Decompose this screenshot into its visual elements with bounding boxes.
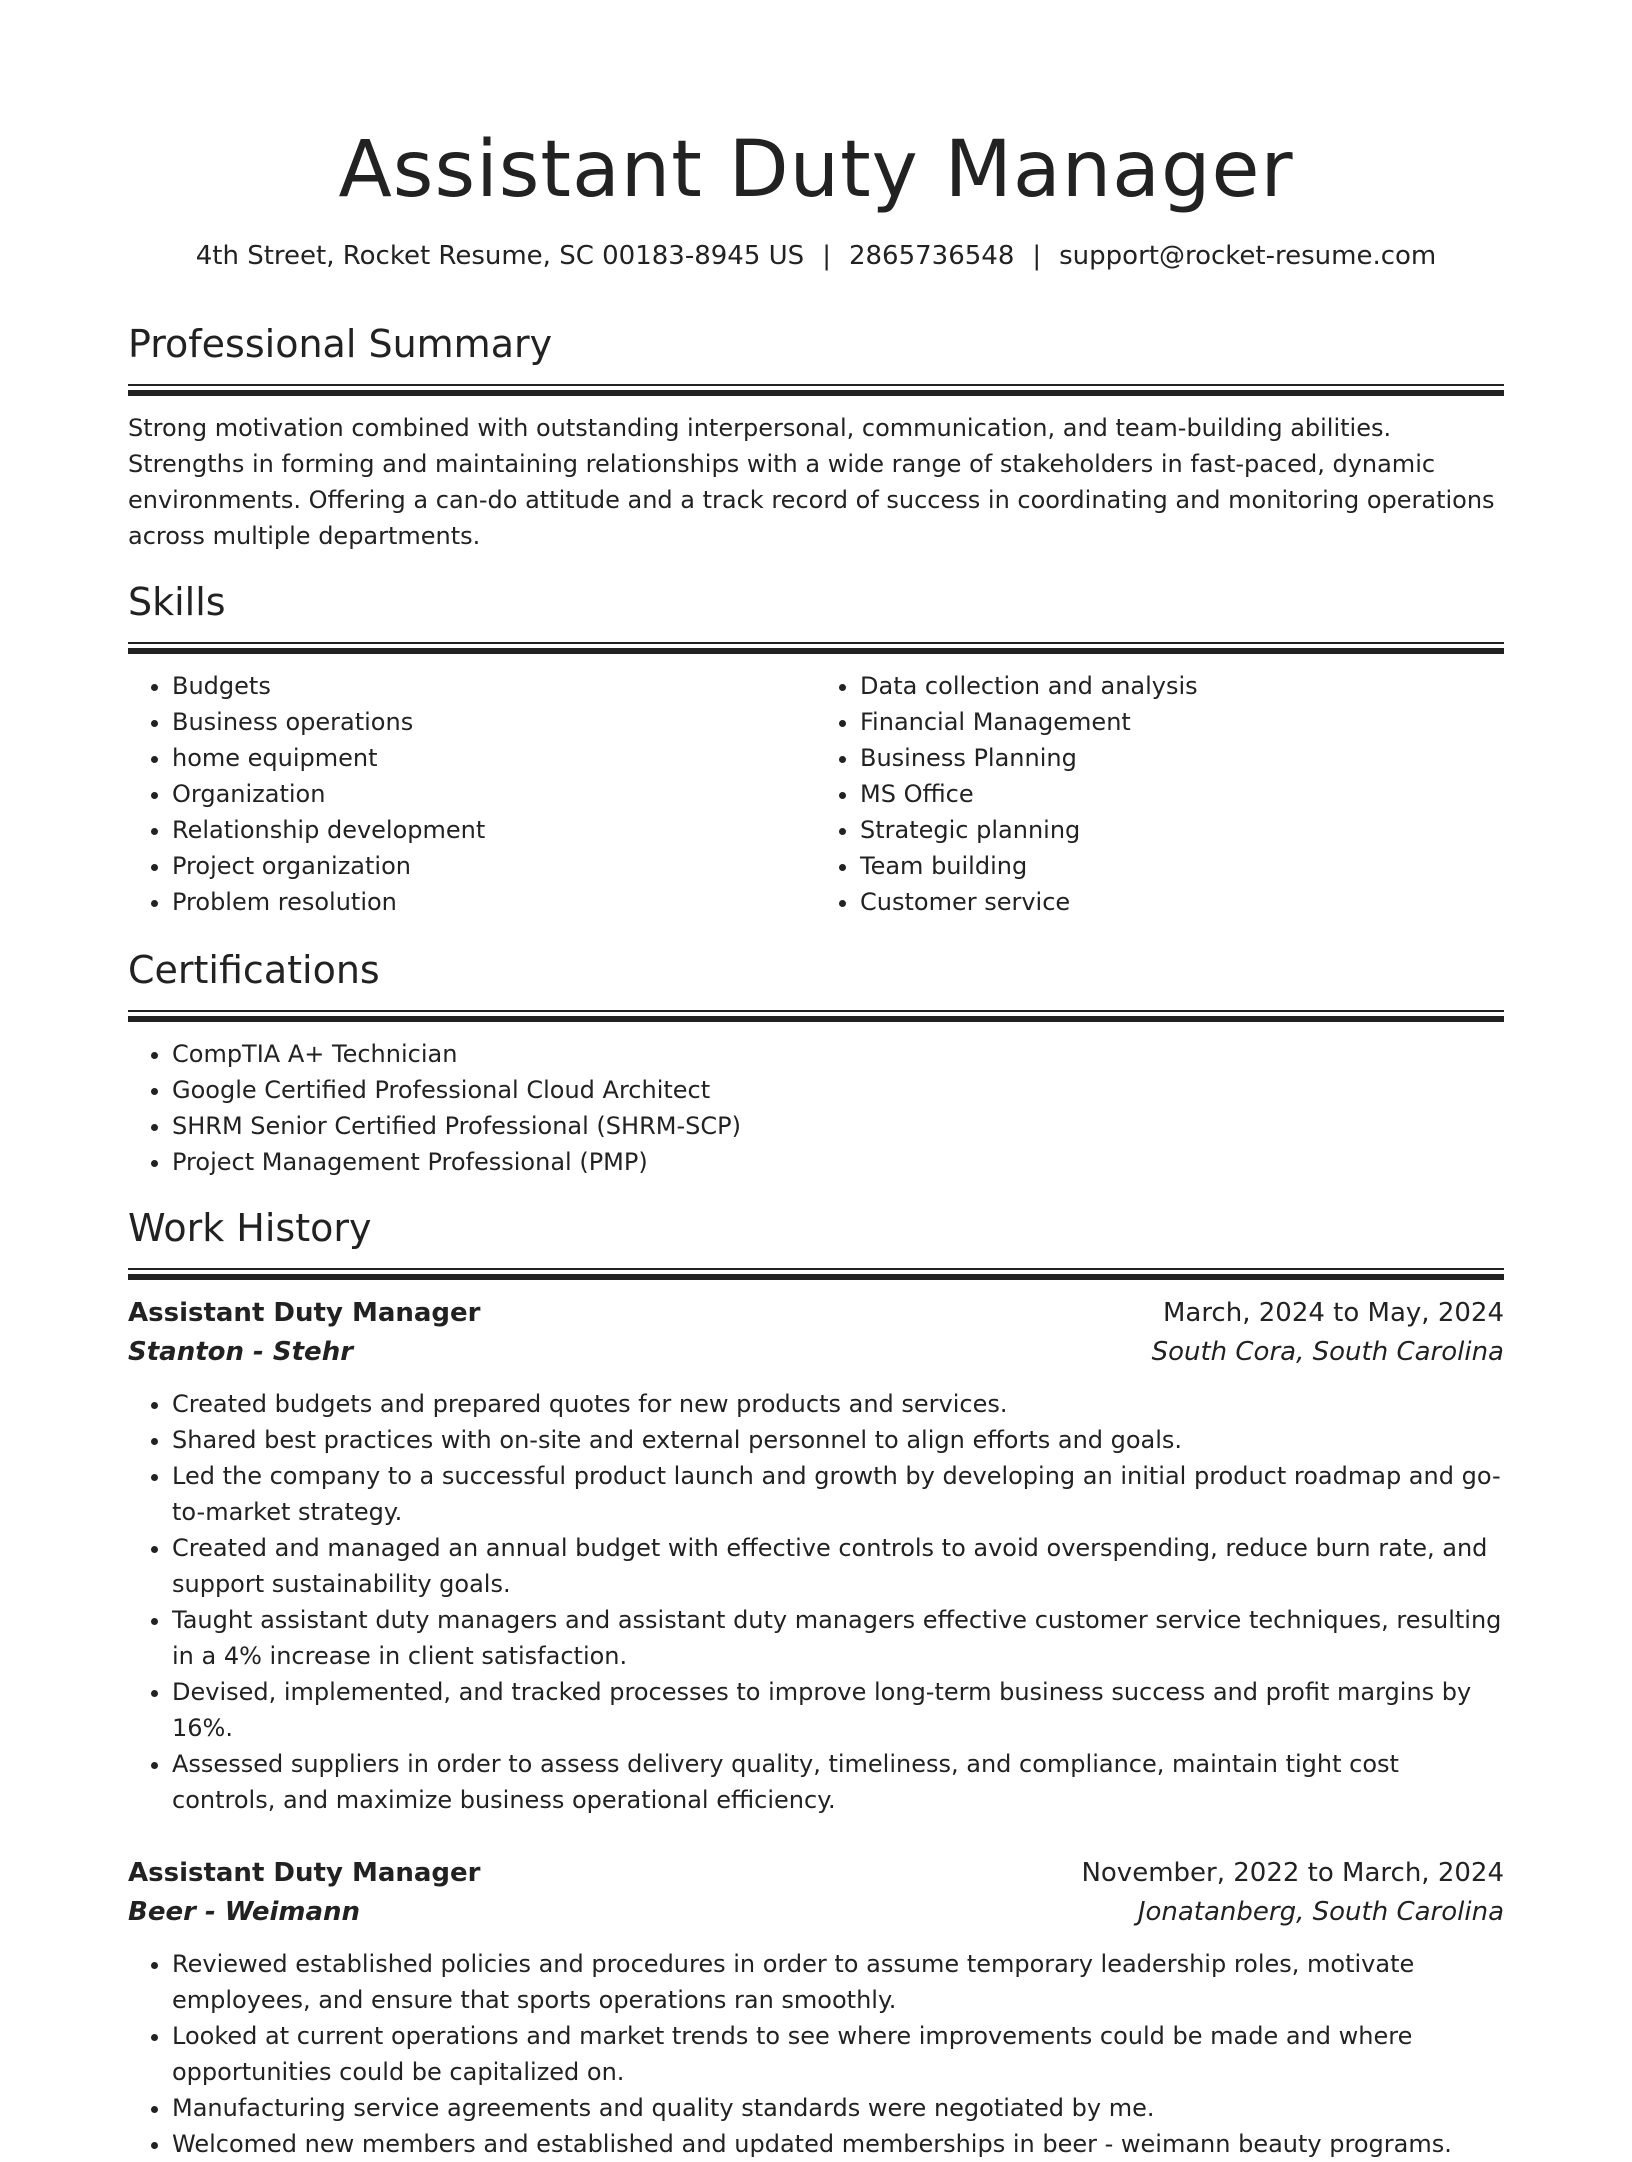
skill-item: • Financial Management <box>860 704 1504 740</box>
job-company: Beer - Weimann <box>128 1897 361 1927</box>
job-title: Assistant Duty Manager <box>128 1858 481 1888</box>
skill-item: • Team building <box>860 848 1504 884</box>
contact-address: 4th Street, Rocket Resume, SC 00183-8945 US <box>195 241 805 271</box>
work-history-section <box>128 1202 1504 2162</box>
section-divider <box>128 1010 1504 1012</box>
job-bullet: • Devised, implemented, and tracked processes to improve long-term business success and profit margins by 16%. <box>172 1674 1504 1746</box>
skills-list-right <box>816 668 1504 920</box>
certification-item: • Google Certified Professional Cloud Architect <box>172 1072 1504 1108</box>
job-bullet: • Looked at current operations and market trends to see where improvements could be made and where opportunities could be capitalized on. <box>172 2018 1504 2090</box>
certifications-list <box>128 1036 1504 1180</box>
skill-item: • Strategic planning <box>860 812 1504 848</box>
section-title-work-history: Work History <box>128 1206 372 1250</box>
summary-text: Strong motivation combined with outstanding interpersonal, communication, and team-building abilities. Strengths in forming and maintaining relationships with a wide range of stakeholders in fast-paced, dynamic environments. Offering a can-do attitude and a track record of success in coordinating and monitoring operations across multiple departments. <box>128 414 1495 550</box>
section-divider <box>128 1268 1504 1270</box>
job-bullets <box>128 1386 1504 1818</box>
contact-email: support@rocket-resume.com <box>1059 241 1437 271</box>
job-location: Jonatanberg, South Carolina <box>1137 1897 1504 1927</box>
job-bullet: • Reviewed established policies and procedures in order to assume temporary leadership roles, motivate employees, and ensure that sports operations ran smoothly. <box>172 1946 1504 2018</box>
contact-phone: 2865736548 <box>848 241 1015 271</box>
skill-item: • Relationship development <box>172 812 816 848</box>
job-entry <box>128 1854 1504 2162</box>
contact-line <box>128 236 1504 276</box>
skill-item: • Budgets <box>172 668 816 704</box>
skill-item: • Project organization <box>172 848 816 884</box>
job-company-row <box>128 1893 1504 1932</box>
section-title-summary: Professional Summary <box>128 322 553 366</box>
skill-item: • Customer service <box>860 884 1504 920</box>
job-bullet: • Assessed suppliers in order to assess delivery quality, timeliness, and compliance, maintain tight cost controls, and maximize business operational efficiency. <box>172 1746 1504 1818</box>
section-divider <box>128 642 1504 644</box>
job-company: Stanton - Stehr <box>128 1337 354 1367</box>
section-divider <box>128 390 1504 396</box>
job-dates: March, 2024 to May, 2024 <box>1162 1298 1504 1328</box>
skills-section <box>128 576 1504 920</box>
skills-list-left <box>128 668 816 920</box>
job-dates: November, 2022 to March, 2024 <box>1081 1858 1504 1888</box>
job-bullets <box>128 1946 1504 2162</box>
skill-item: • home equipment <box>172 740 816 776</box>
job-company-row <box>128 1333 1504 1372</box>
section-title-skills: Skills <box>128 580 226 624</box>
job-bullet: • Manufacturing service agreements and quality standards were negotiated by me. <box>172 2090 1504 2126</box>
summary-section <box>128 318 1504 554</box>
certifications-section <box>128 944 1504 1180</box>
certification-item: • Project Management Professional (PMP) <box>172 1144 1504 1180</box>
skill-item: • Organization <box>172 776 816 812</box>
candidate-name: Assistant Duty Manager <box>338 125 1294 215</box>
job-location: South Cora, South Carolina <box>1151 1337 1504 1367</box>
job-bullet: • Led the company to a successful product launch and growth by developing an initial product roadmap and go-to-market strategy. <box>172 1458 1504 1530</box>
contact-separator: | <box>822 241 831 271</box>
job-bullet: • Created and managed an annual budget with effective controls to avoid overspending, reduce burn rate, and support sustainability goals. <box>172 1530 1504 1602</box>
section-divider <box>128 384 1504 386</box>
job-header-row <box>128 1854 1504 1893</box>
section-title-certifications: Certifications <box>128 948 380 992</box>
skill-item: • MS Office <box>860 776 1504 812</box>
section-divider <box>128 1016 1504 1022</box>
job-title: Assistant Duty Manager <box>128 1298 481 1328</box>
skills-columns <box>128 654 1504 920</box>
skill-item: • Problem resolution <box>172 884 816 920</box>
job-bullet: • Shared best practices with on-site and external personnel to align efforts and goals. <box>172 1422 1504 1458</box>
section-divider <box>128 1274 1504 1280</box>
certification-item: • SHRM Senior Certified Professional (SHRM-SCP) <box>172 1108 1504 1144</box>
skill-item: • Business operations <box>172 704 816 740</box>
job-bullet: • Welcomed new members and established and updated memberships in beer - weimann beauty programs. <box>172 2126 1504 2162</box>
contact-separator: | <box>1032 241 1042 271</box>
skill-item: • Business Planning <box>860 740 1504 776</box>
job-header-row <box>128 1294 1504 1333</box>
job-bullet: • Taught assistant duty managers and assistant duty managers effective customer service techniques, resulting in a 4% increase in client satisfaction. <box>172 1602 1504 1674</box>
certification-item: • CompTIA A+ Technician <box>172 1036 1504 1072</box>
job-entry <box>128 1294 1504 1818</box>
job-bullet: • Created budgets and prepared quotes for new products and services. <box>172 1386 1504 1422</box>
skill-item: • Data collection and analysis <box>860 668 1504 704</box>
